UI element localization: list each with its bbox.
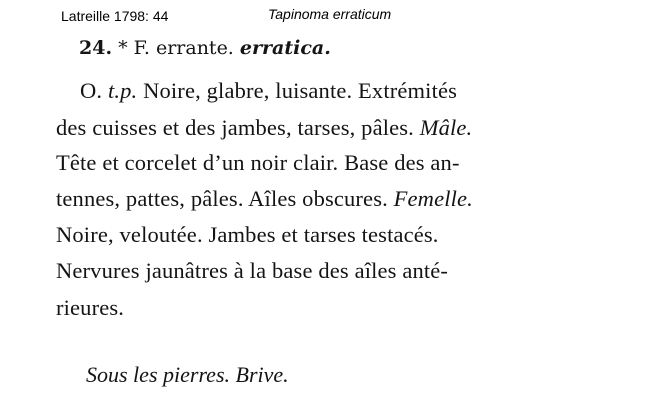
description-line-1 — [80, 78, 457, 104]
description-line-6 — [56, 258, 448, 284]
description-text: Noire, veloutée. Jambes et tarses testacés. — [56, 222, 439, 247]
description-intro: O. — [80, 78, 103, 103]
description-line-3 — [56, 150, 460, 176]
description-line-5 — [56, 222, 439, 248]
citation-reference: Latreille 1798: 44 — [61, 8, 169, 24]
description-text: rieures. — [56, 295, 125, 320]
sex-label-male: Mâle. — [419, 115, 473, 140]
entry-number: 24. — [79, 37, 113, 59]
description-text: Nervures jaunâtres à la base des aîles anté- — [56, 258, 449, 283]
entry-marker: * — [118, 37, 128, 59]
description-text: tennes, pattes, pâles. Aîles obscures. — [56, 186, 388, 211]
latin-name: erratica. — [239, 37, 331, 59]
description-line-4 — [56, 186, 473, 212]
description-line-7 — [56, 295, 124, 321]
description-text: Noire, glabre, luisante. Extrémités — [143, 78, 458, 103]
entry-heading — [79, 37, 331, 59]
description-text: des cuisses et des jambes, tarses, pâles. — [56, 115, 414, 140]
french-name: F. errante. — [133, 37, 234, 59]
locality-note: Sous les pierres. Brive. — [86, 362, 289, 387]
description-text: Tête et corcelet d’un noir clair. Base des an- — [56, 150, 460, 175]
description-line-2 — [56, 115, 472, 141]
sex-label-female: Femelle. — [393, 186, 473, 211]
description-abbrev: t.p. — [107, 78, 138, 103]
taxon-name: Tapinoma erraticum — [268, 6, 392, 22]
